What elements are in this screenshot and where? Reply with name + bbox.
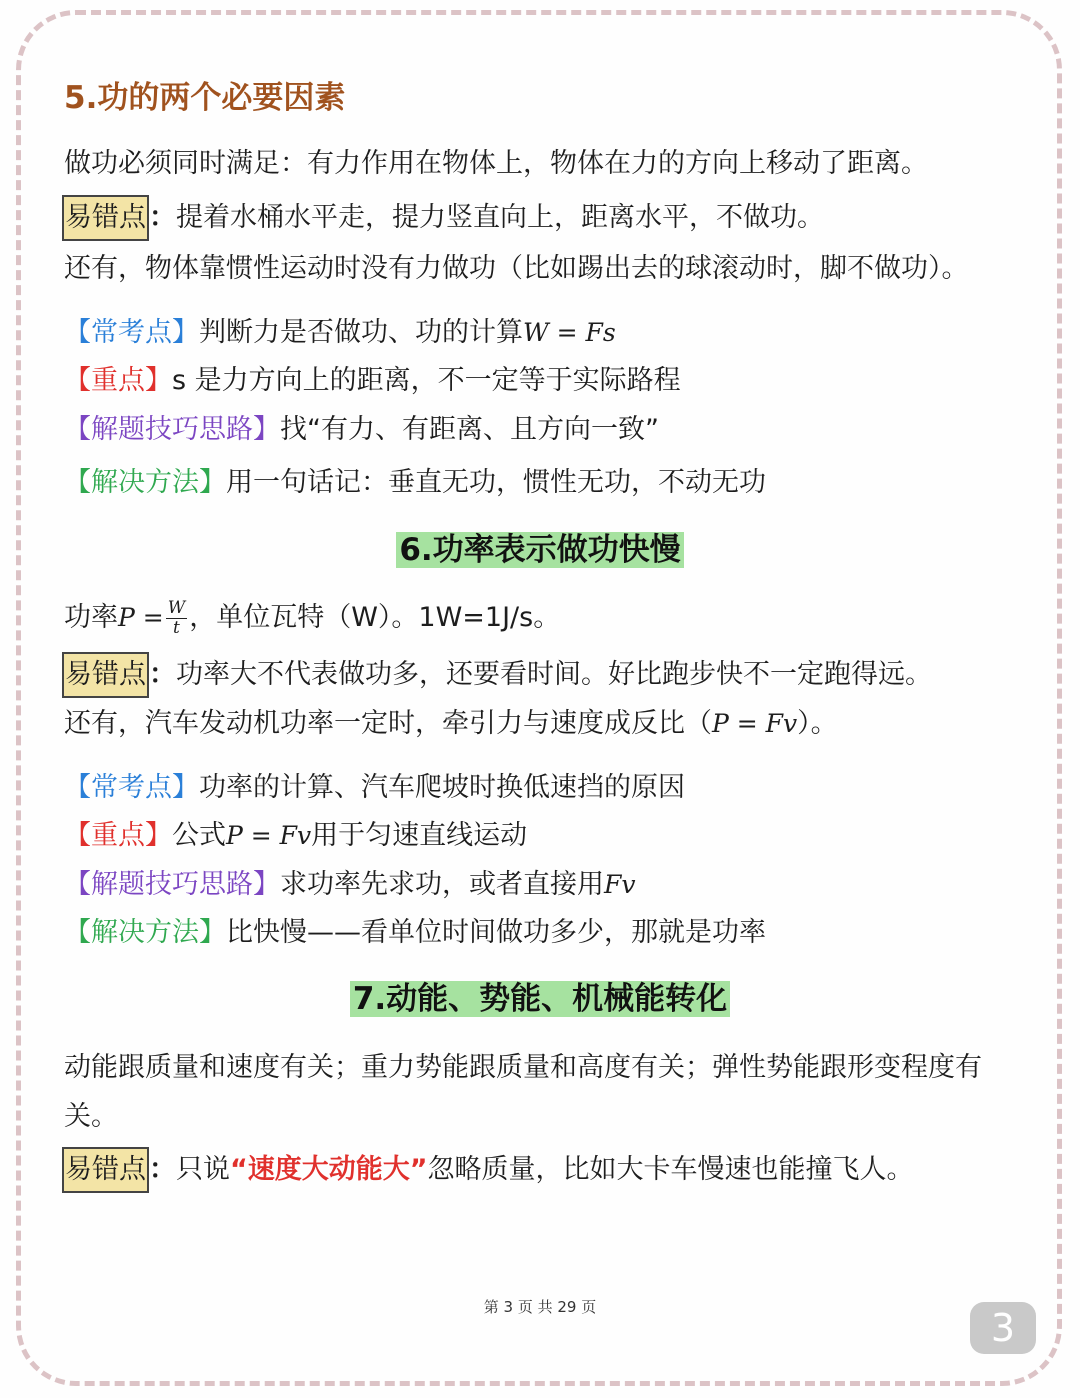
section-5-title: 5.功的两个必要因素: [64, 80, 346, 116]
mistake-text: 功率大不代表做功多，还要看时间。好比跑步快不一定跑得远。: [176, 659, 932, 690]
section-5-intro: 做功必须同时满足：有力作用在物体上，物体在力的方向上移动了距离。: [64, 148, 928, 179]
mistake-colon: ：: [149, 202, 176, 233]
fraction-denominator: t: [173, 618, 180, 638]
mistake-label: 易错点: [62, 195, 149, 241]
common-text: 功率的计算、汽车爬坡时换低速挡的原因: [199, 772, 685, 803]
formula-fv: Fv: [604, 870, 636, 899]
formula-p-fv: P = Fv: [226, 821, 312, 850]
section-6-common: [64, 768, 685, 808]
section-5-key: [64, 361, 681, 401]
more-suffix: ）。: [797, 708, 838, 739]
key-suffix: 用于匀速直线运动: [311, 820, 528, 851]
power-fraction: [166, 599, 187, 638]
tip-text: 找“有力、有距离、且方向一致”: [280, 414, 659, 445]
section-6-method: [64, 913, 766, 953]
key-tag: 【重点】: [64, 820, 172, 851]
mistake-quote: “速度大动能大”: [230, 1154, 428, 1185]
mistake-label: 易错点: [62, 652, 149, 698]
key-tag: 【重点】: [64, 365, 172, 396]
common-tag: 【常考点】: [64, 317, 199, 348]
fraction-numerator: W: [167, 598, 186, 618]
section-7-mistake-line: [62, 1147, 914, 1193]
common-tag: 【常考点】: [64, 772, 199, 803]
tip-tag: 【解题技巧思路】: [64, 869, 280, 900]
power-prefix: 功率: [64, 602, 118, 633]
mistake-label: 易错点: [62, 1147, 149, 1193]
section-5-more: 还有，物体靠惯性运动时没有力做功（比如踢出去的球滚动时，脚不做功）。: [64, 253, 969, 284]
power-unit-text: ，单位瓦特（W）。1W=1J/s。: [189, 602, 561, 633]
section-6-mistake-line: [62, 652, 932, 698]
section-5-common: [64, 313, 616, 353]
section-6-title: 6.功率表示做功快慢: [396, 532, 683, 568]
method-tag: 【解决方法】: [64, 467, 226, 498]
section-6-heading: [0, 523, 1080, 577]
section-6-key: [64, 816, 527, 856]
section-5-method: [64, 463, 766, 503]
section-7-intro-line-2: 关。: [64, 1101, 118, 1132]
key-text: s 是力方向上的距离，不一定等于实际路程: [172, 365, 681, 396]
mistake-suffix: 忽略质量，比如大卡车慢速也能撞飞人。: [427, 1154, 914, 1185]
tip-text: 求功率先求功，或者直接用: [280, 869, 604, 900]
common-text: 判断力是否做功、功的计算: [199, 317, 523, 348]
mistake-colon: ：: [149, 1154, 176, 1185]
formula-p-fv: P = Fv: [712, 709, 798, 738]
section-6-intro: [64, 598, 560, 638]
section-7-title: 7.动能、势能、机械能转化: [350, 981, 730, 1017]
mistake-prefix: 只说: [176, 1154, 230, 1185]
method-tag: 【解决方法】: [64, 917, 226, 948]
section-5-tip: [64, 410, 659, 450]
section-6-tip: [64, 865, 635, 905]
method-text: 比快慢——看单位时间做功多少，那就是功率: [226, 917, 766, 948]
section-7-intro-line-1: 动能跟质量和速度有关；重力势能跟质量和高度有关；弹性势能跟形变程度有: [64, 1052, 982, 1083]
power-formula-lhs: P =: [118, 603, 164, 632]
formula-w-fs: W = Fs: [523, 318, 616, 347]
section-6-more: [64, 704, 838, 744]
more-prefix: 还有，汽车发动机功率一定时，牵引力与速度成反比（: [64, 708, 712, 739]
tip-tag: 【解题技巧思路】: [64, 414, 280, 445]
mistake-colon: ：: [149, 659, 176, 690]
page-number-badge: 3: [970, 1302, 1036, 1354]
method-text: 用一句话记：垂直无功，惯性无功，不动无功: [226, 467, 766, 498]
section-7-heading: [0, 972, 1080, 1026]
section-5-mistake-line: [62, 195, 824, 241]
key-prefix: 公式: [172, 820, 226, 851]
page-counter: 第 3 页 共 29 页: [483, 1298, 597, 1316]
mistake-text: 提着水桶水平走，提力竖直向上，距离水平，不做功。: [176, 202, 824, 233]
